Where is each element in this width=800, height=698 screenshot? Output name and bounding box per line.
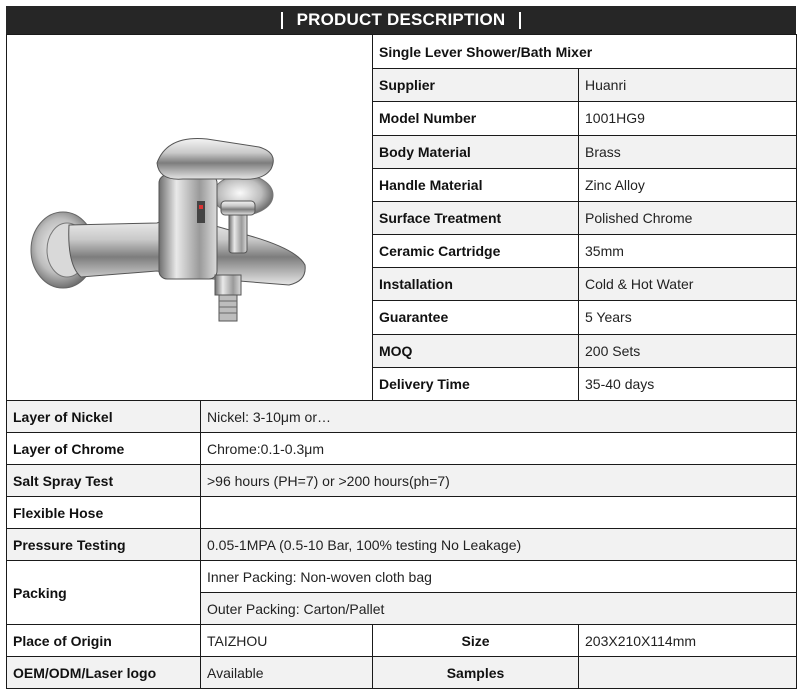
spec-value-handle: Zinc Alloy [579,168,797,201]
spec-label-handle: Handle Material [373,168,579,201]
detail-value-salt: >96 hours (PH=7) or >200 hours(ph=7) [201,465,797,497]
spec-label-model: Model Number [373,102,579,135]
spec-label-guarantee: Guarantee [373,301,579,334]
spec-label-supplier: Supplier [373,69,579,102]
spec-value-guarantee: 5 Years [579,301,797,334]
detail-value-nickel: Nickel: 3-10μm or… [201,401,797,433]
spec-value-body: Brass [579,135,797,168]
spec-label-cartridge: Ceramic Cartridge [373,235,579,268]
product-title: Single Lever Shower/Bath Mixer [373,35,797,69]
detail-value-size: 203X210X114mm [579,625,797,657]
detail-label-nickel: Layer of Nickel [7,401,201,433]
section-header [6,6,796,34]
detail-label-hose: Flexible Hose [7,497,201,529]
detail-label-chrome: Layer of Chrome [7,433,201,465]
detail-label-size: Size [373,625,579,657]
faucet-image [7,35,373,397]
detail-value-outer-packing: Outer Packing: Carton/Pallet [201,593,797,625]
spec-label-installation: Installation [373,268,579,301]
detail-label-pressure: Pressure Testing [7,529,201,561]
spec-value-surface: Polished Chrome [579,201,797,234]
header-divider-left [281,12,283,29]
spec-value-cartridge: 35mm [579,235,797,268]
product-image-cell [7,35,373,401]
detail-label-samples: Samples [373,657,579,689]
detail-value-oem: Available [201,657,373,689]
spec-label-body: Body Material [373,135,579,168]
spec-label-delivery: Delivery Time [373,367,579,400]
detail-label-salt: Salt Spray Test [7,465,201,497]
detail-label-origin: Place of Origin [7,625,201,657]
detail-value-pressure: 0.05-1MPA (0.5-10 Bar, 100% testing No Leakage) [201,529,797,561]
spec-value-installation: Cold & Hot Water [579,268,797,301]
spec-value-model: 1001HG9 [579,102,797,135]
detail-value-inner-packing: Inner Packing: Non-woven cloth bag [201,561,797,593]
detail-value-samples [579,657,797,689]
detail-value-hose [201,497,797,529]
detail-value-chrome: Chrome:0.1-0.3μm [201,433,797,465]
spec-label-moq: MOQ [373,334,579,367]
product-spec-table [6,34,797,689]
spec-value-delivery: 35-40 days [579,367,797,400]
header-title: PRODUCT DESCRIPTION [296,10,506,29]
detail-label-packing: Packing [7,561,201,625]
spec-value-moq: 200 Sets [579,334,797,367]
header-divider-right [519,12,521,29]
spec-value-supplier: Huanri [579,69,797,102]
detail-label-oem: OEM/ODM/Laser logo [7,657,201,689]
detail-value-origin: TAIZHOU [201,625,373,657]
spec-label-surface: Surface Treatment [373,201,579,234]
